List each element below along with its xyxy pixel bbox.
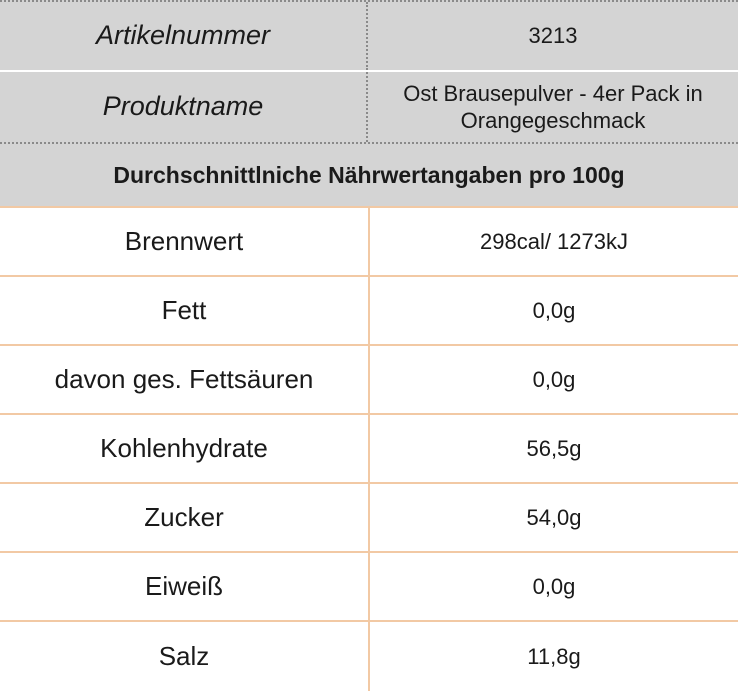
nutrient-label: Kohlenhydrate [0,415,370,482]
nutrient-label: davon ges. Fettsäuren [0,346,370,413]
nutrient-label: Brennwert [0,208,370,275]
table-row-produktname [0,72,738,144]
nutrient-value: 298cal/ 1273kJ [480,228,628,254]
artikelnummer-value: 3213 [528,23,578,49]
produktname-value-text: Ost Brausepulver - 4er Pack in Orangegeschmack [403,80,703,133]
table-row [0,553,738,622]
nutrient-value: 0,0g [532,573,576,599]
artikelnummer-label: Artikelnummer [0,2,368,70]
table-row-artikelnummer [0,0,738,72]
table-row [0,484,738,553]
table-row [0,622,738,691]
produktname-label: Produktname [0,72,368,142]
produktname-value [368,72,738,142]
nutrient-label: Fett [0,277,370,344]
table-row-section-title [0,144,738,208]
nutrient-value: 0,0g [532,297,576,323]
nutrient-label: Eiweiß [0,553,370,620]
table-row [0,346,738,415]
table-row [0,277,738,346]
nutrient-value: 54,0g [526,504,582,530]
nutrient-label: Zucker [0,484,370,551]
nutrient-value: 56,5g [526,435,582,461]
nutrient-value: 0,0g [532,366,576,392]
nutrient-value: 11,8g [527,643,581,669]
table-row [0,208,738,277]
section-title: Durchschnittlniche Nährwertangaben pro 100g [113,161,625,188]
table-row [0,415,738,484]
nutrient-label: Salz [0,622,370,691]
